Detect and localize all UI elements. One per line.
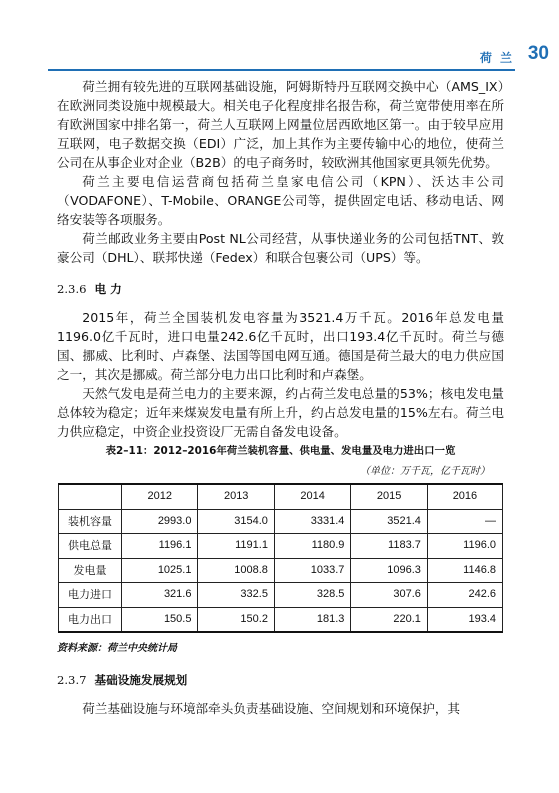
table-cell: 3521.4 (351, 509, 427, 534)
row-label: 电力进口 (59, 583, 122, 608)
section-number: 2.3.6 (57, 282, 87, 296)
section-title: 基础设施发展规划 (94, 673, 188, 687)
power-data-table (58, 483, 503, 633)
table-cell: 1033.7 (274, 558, 350, 583)
table-cell: 1183.7 (351, 534, 427, 559)
page-body (57, 77, 504, 718)
table-cell: 328.5 (274, 583, 350, 608)
table-row (59, 534, 503, 559)
table-cell: 1196.1 (122, 534, 198, 559)
table-cell: 150.5 (122, 607, 198, 632)
paragraph-power-capacity: 2015年，荷兰全国装机发电容量为3521.4万千瓦。2016年总发电量1196.0亿千瓦时，进口电量242.6亿千瓦时，出口193.4亿千瓦时。荷兰与德国、挪威、比利时、卢森堡、法国等国电网互通。德国是荷兰最大的电力供应国之一，其次是挪威。荷兰部分电力出口比利时和卢森堡。 (57, 310, 504, 382)
section-title: 电 力 (94, 282, 122, 296)
table-cell: 181.3 (274, 607, 350, 632)
table-header-cell: 2014 (274, 484, 350, 509)
table-header-cell: 2013 (198, 484, 274, 509)
table-cell: 242.6 (427, 583, 502, 608)
table-row (59, 583, 503, 608)
row-label: 发电量 (59, 558, 122, 583)
table-caption: 表2–11：2012–2016年荷兰装机容量、供电量、发电量及电力进出口一览 (105, 445, 456, 457)
table-cell: 3331.4 (274, 509, 350, 534)
section-heading-power (57, 280, 504, 299)
table-cell: 2993.0 (122, 509, 198, 534)
section-heading-infrastructure (57, 671, 504, 690)
table-cell: 1191.1 (198, 534, 274, 559)
table-cell: 1096.3 (351, 558, 427, 583)
row-label: 电力出口 (59, 607, 122, 632)
table-cell: — (427, 509, 502, 534)
table-cell: 220.1 (351, 607, 427, 632)
table-corner-cell (59, 484, 122, 509)
table-cell: 1180.9 (274, 534, 350, 559)
table-source: 资料来源：荷兰中央统计局 (57, 643, 177, 654)
paragraph-infrastructure: 荷兰基础设施与环境部牵头负责基础设施、空间规划和环境保护，其 (82, 701, 460, 716)
table-cell: 1025.1 (122, 558, 198, 583)
table-header-cell: 2016 (427, 484, 502, 509)
table-cell: 3154.0 (198, 509, 274, 534)
row-label: 装机容量 (59, 509, 122, 534)
table-header-cell: 2015 (351, 484, 427, 509)
table-cell: 332.5 (198, 583, 274, 608)
section-label: 荷 兰 (479, 51, 514, 65)
table-cell: 1008.8 (198, 558, 274, 583)
table-header-row (59, 484, 503, 509)
page-number: 30 (527, 43, 549, 64)
table-cell: 1196.0 (427, 534, 502, 559)
table-cell: 307.6 (351, 583, 427, 608)
table-row (59, 558, 503, 583)
row-label: 供电总量 (59, 534, 122, 559)
paragraph-postal: 荷兰邮政业务主要由Post NL公司经营，从事快递业务的公司包括TNT、敦豪公司（DHL）、联邦快递（Fedex）和联合包裹公司（UPS）等。 (57, 231, 504, 265)
table-row (59, 509, 503, 534)
table-cell: 193.4 (427, 607, 502, 632)
table-cell: 321.6 (122, 583, 198, 608)
header-rule (48, 69, 515, 71)
section-number: 2.3.7 (57, 673, 87, 687)
table-header-cell: 2012 (122, 484, 198, 509)
table-cell: 150.2 (198, 607, 274, 632)
table-row (59, 607, 503, 632)
paragraph-power-sources: 天然气发电是荷兰电力的主要来源，约占荷兰发电总量的53%；核电发电量总体较为稳定；近年来煤炭发电量有所上升，约占总发电量的15%左右。荷兰电力供应稳定，中资企业投资设厂无需自备发电设备。 (57, 386, 504, 439)
paragraph-telecom: 荷兰主要电信运营商包括荷兰皇家电信公司（KPN）、沃达丰公司（VODAFONE）、T-Mobile、ORANGE公司等，提供固定电话、移动电话、网络安装等各项服务。 (57, 174, 504, 227)
table-cell: 1146.8 (427, 558, 502, 583)
paragraph-internet: 荷兰拥有较先进的互联网基础设施，阿姆斯特丹互联网交换中心（AMS_IX）在欧洲同类设施中规模最大。相关电子化程度排名报告称，荷兰宽带使用率在所有欧洲国家中排名第一，荷兰人互联网上网量位居西欧地区第一。由于较早应用互联网，电子数据交换（EDI）广泛，加上其作为主要传输中心的地位，使荷兰公司在从事企业对企业（B2B）的电子商务时，较欧洲其他国家更具领先优势。 (57, 79, 504, 170)
table-unit: （单位：万千瓦，亿千瓦时） (360, 466, 490, 477)
